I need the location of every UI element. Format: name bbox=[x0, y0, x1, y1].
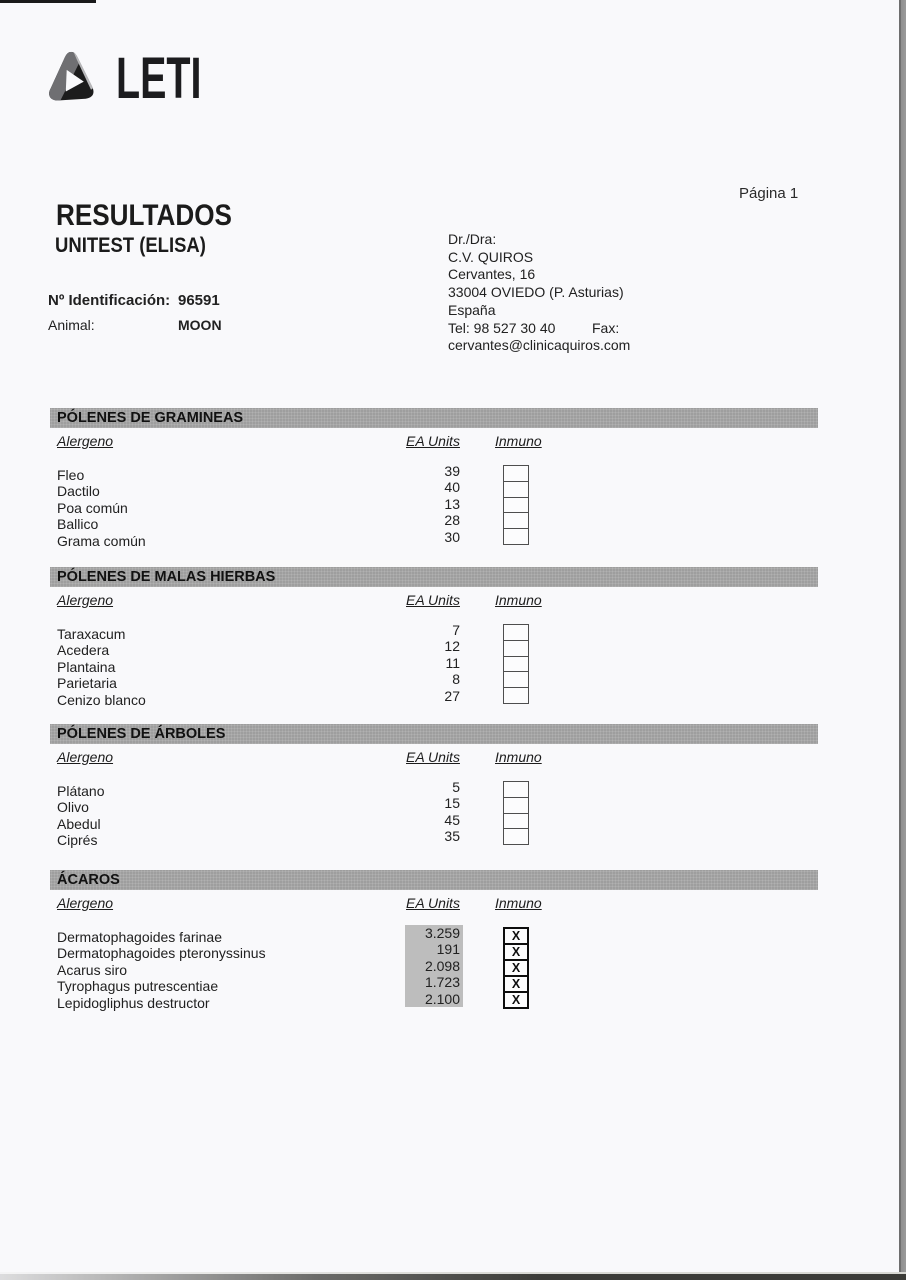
inmuno-checkbox: X bbox=[503, 927, 529, 945]
report-subtitle: UNITEST (ELISA) bbox=[55, 234, 206, 257]
inmuno-checkbox: X bbox=[503, 991, 529, 1009]
id-number-value: 96591 bbox=[178, 292, 220, 309]
scan-edge-right bbox=[899, 0, 906, 1280]
column-header-ea-units: EA Units bbox=[406, 592, 460, 608]
inmuno-checkbox bbox=[503, 813, 529, 830]
inmuno-checkbox bbox=[503, 671, 529, 688]
section-title: PÓLENES DE MALAS HIERBAS bbox=[57, 569, 276, 585]
section-title: PÓLENES DE ÁRBOLES bbox=[57, 726, 226, 742]
allergen-column bbox=[57, 783, 104, 849]
allergen-name: Olivo bbox=[57, 799, 89, 816]
ea-units-value: 11 bbox=[445, 654, 460, 671]
inmuno-column bbox=[503, 465, 529, 545]
allergen-column bbox=[57, 467, 146, 549]
ea-units-value: 8 bbox=[452, 671, 460, 688]
section-header-bar bbox=[50, 870, 818, 890]
column-header-allergen: Alergeno bbox=[57, 895, 114, 911]
allergen-name: Acarus siro bbox=[57, 961, 128, 978]
ea-units-value: 3.259 bbox=[405, 925, 463, 941]
ea-units-value: 1.723 bbox=[405, 974, 463, 990]
report-title: RESULTADOS bbox=[56, 199, 232, 232]
allergen-name: Ballico bbox=[57, 516, 99, 533]
animal-label: Animal: bbox=[48, 317, 95, 333]
allergen-name: Fleo bbox=[57, 467, 85, 483]
section-body bbox=[50, 927, 818, 1015]
ea-units-value: 28 bbox=[444, 512, 460, 529]
inmuno-checkbox bbox=[503, 828, 529, 845]
allergen-column bbox=[57, 626, 146, 708]
allergen-name: Acedera bbox=[57, 642, 110, 659]
animal-row bbox=[48, 317, 368, 340]
id-number-row bbox=[48, 292, 368, 315]
inmuno-column bbox=[503, 781, 529, 845]
identification-block bbox=[48, 292, 368, 340]
inmuno-checkbox bbox=[503, 781, 529, 798]
ea-units-value: 13 bbox=[444, 495, 460, 512]
scan-edge-top-left bbox=[0, 0, 96, 3]
allergen-name: Dermatophagoides pteronyssinus bbox=[57, 945, 266, 962]
ea-units-column bbox=[405, 463, 463, 545]
leti-logo bbox=[46, 46, 242, 111]
leti-wordmark: LETI bbox=[116, 46, 202, 111]
section-header-bar bbox=[50, 408, 818, 428]
section-title: PÓLENES DE GRAMINEAS bbox=[57, 410, 244, 426]
section-body bbox=[50, 624, 818, 712]
result-section bbox=[50, 567, 818, 712]
recipient-line: Dr./Dra: bbox=[448, 231, 497, 247]
allergen-name: Tyrophagus putrescentiae bbox=[57, 978, 219, 995]
recipient-block bbox=[448, 231, 728, 355]
inmuno-checkbox bbox=[503, 465, 529, 482]
inmuno-checkbox bbox=[503, 512, 529, 529]
recipient-line: Cervantes, 16 bbox=[448, 266, 536, 283]
fax-label: Fax: bbox=[592, 319, 620, 336]
allergen-name: Abedul bbox=[57, 815, 101, 832]
inmuno-checkbox bbox=[503, 656, 529, 673]
ea-units-column bbox=[405, 622, 463, 704]
column-header-inmuno: Inmuno bbox=[495, 592, 542, 608]
ea-units-value: 191 bbox=[405, 941, 463, 957]
column-header-ea-units: EA Units bbox=[406, 895, 460, 911]
inmuno-checkbox bbox=[503, 797, 529, 814]
section-title: ÁCAROS bbox=[57, 872, 120, 888]
recipient-line: 33004 OVIEDO (P. Asturias) bbox=[448, 284, 624, 301]
allergen-name: Ciprés bbox=[57, 832, 98, 849]
ea-units-value: 2.098 bbox=[405, 958, 463, 974]
ea-units-value: 5 bbox=[452, 779, 460, 795]
inmuno-checkbox bbox=[503, 624, 529, 641]
column-header-inmuno: Inmuno bbox=[495, 895, 542, 911]
allergen-name: Cenizo blanco bbox=[57, 691, 146, 708]
section-body bbox=[50, 465, 818, 553]
column-header-allergen: Alergeno bbox=[57, 749, 114, 765]
tel-label: Tel: 98 527 30 40 bbox=[448, 319, 556, 336]
section-header-bar bbox=[50, 567, 818, 587]
ea-units-value: 27 bbox=[444, 687, 460, 704]
allergen-name: Dactilo bbox=[57, 483, 100, 500]
inmuno-checkbox: X bbox=[503, 943, 529, 961]
inmuno-column bbox=[503, 624, 529, 704]
section-header-bar bbox=[50, 724, 818, 744]
ea-units-value: 40 bbox=[444, 479, 460, 496]
allergen-name: Plantaina bbox=[57, 658, 116, 675]
allergen-name: Parietaria bbox=[57, 675, 117, 692]
allergen-name: Poa común bbox=[57, 499, 128, 516]
column-header-allergen: Alergeno bbox=[57, 433, 114, 449]
inmuno-checkbox bbox=[503, 687, 529, 704]
inmuno-checkbox bbox=[503, 640, 529, 657]
tel-fax-line bbox=[448, 320, 728, 338]
column-header-row bbox=[50, 592, 818, 610]
inmuno-checkbox bbox=[503, 481, 529, 498]
ea-units-column bbox=[405, 779, 463, 845]
result-section bbox=[50, 724, 818, 853]
scan-edge-bottom bbox=[0, 1272, 906, 1280]
ea-units-value: 15 bbox=[444, 795, 460, 812]
ea-units-value: 39 bbox=[444, 463, 460, 479]
column-header-ea-units: EA Units bbox=[406, 749, 460, 765]
ea-units-value: 2.100 bbox=[405, 991, 463, 1007]
column-header-inmuno: Inmuno bbox=[495, 749, 542, 765]
inmuno-checkbox: X bbox=[503, 959, 529, 977]
column-header-row bbox=[50, 895, 818, 913]
allergen-name: Taraxacum bbox=[57, 626, 126, 642]
ea-units-value: 30 bbox=[444, 528, 460, 545]
ea-units-value: 7 bbox=[452, 622, 460, 638]
recipient-line: C.V. QUIROS bbox=[448, 248, 534, 265]
allergen-name: Lepidogliphus destructor bbox=[57, 994, 210, 1011]
column-header-row bbox=[50, 433, 818, 451]
allergen-column bbox=[57, 929, 266, 1011]
id-number-label: Nº Identificación: bbox=[48, 292, 171, 309]
allergen-name: Dermatophagoides farinae bbox=[57, 929, 222, 945]
ea-units-value: 45 bbox=[444, 811, 460, 828]
column-header-inmuno: Inmuno bbox=[495, 433, 542, 449]
section-body bbox=[50, 781, 818, 853]
recipient-line: España bbox=[448, 301, 496, 318]
inmuno-checkbox bbox=[503, 497, 529, 514]
animal-value: MOON bbox=[178, 317, 222, 333]
allergen-name: Grama común bbox=[57, 532, 146, 549]
column-header-ea-units: EA Units bbox=[406, 433, 460, 449]
inmuno-checkbox bbox=[503, 528, 529, 545]
ea-units-value: 12 bbox=[444, 638, 460, 655]
page-number: Página 1 bbox=[739, 185, 799, 202]
ea-units-value: 35 bbox=[444, 828, 460, 845]
leti-triangle-icon bbox=[46, 48, 100, 108]
column-header-row bbox=[50, 749, 818, 767]
result-section bbox=[50, 870, 818, 1015]
inmuno-checkbox: X bbox=[503, 975, 529, 993]
allergen-name: Plátano bbox=[57, 783, 105, 799]
inmuno-column bbox=[503, 927, 529, 1009]
ea-units-column bbox=[405, 925, 463, 1007]
column-header-allergen: Alergeno bbox=[57, 592, 114, 608]
recipient-email: cervantes@clinicaquiros.com bbox=[448, 337, 631, 354]
result-section bbox=[50, 408, 818, 553]
